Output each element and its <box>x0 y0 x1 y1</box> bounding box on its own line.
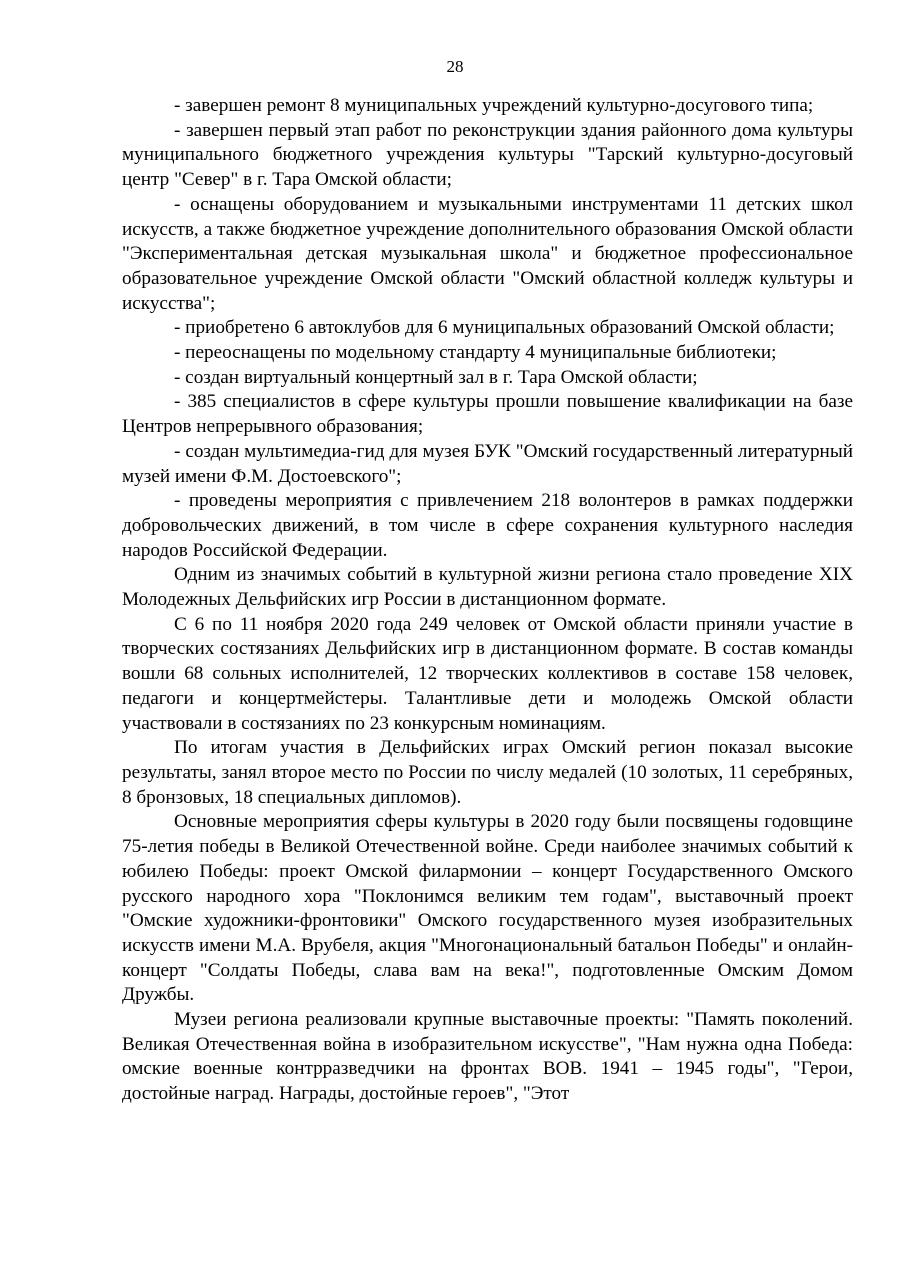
paragraph-10: Одним из значимых событий в культурной жизни региона стало проведение XIX Молодежных Дельфийских игр России в дистанционном формате. <box>122 564 853 611</box>
paragraph-14: Музеи региона реализовали крупные выставочные проекты: "Память поколений. Великая Отечественная война в изобразительном искусстве", "Нам нужна одна Победа: омские военные контрразведчики на фронтах ВОВ. 1941 – 1945 годы", "Герои, достойные наград. Награды, достойные героев", "Этот <box>122 1009 853 1105</box>
paragraph-13: Основные мероприятия сферы культуры в 2020 году были посвящены годовщине 75-летия победы в Великой Отечественной войне. Среди наиболее значимых событий к юбилею Победы: проект Омской филармонии – концерт Государственного Омского русского народного хора "Поклонимся великим тем годам", выставочный проект "Омские художники-фронтовики" Омского государственного музея изобразительных искусств имени М.А. Врубеля, акция "Многонациональный батальон Победы" и онлайн-концерт "Солдаты Победы, слава вам на века!", подготовленные Омским Домом Дружбы. <box>122 811 853 1006</box>
paragraph-9: - проведены мероприятия с привлечением 218 волонтеров в рамках поддержки добровольческих движений, в том числе в сфере сохранения культурного наследия народов Российской Федерации. <box>122 490 853 561</box>
paragraph-3: - оснащены оборудованием и музыкальными инструментами 11 детских школ искусств, а также бюджетное учреждение дополнительного образования Омской области "Экспериментальная детская музыкальная школа" и бюджетное профессиональное образовательное учреждение Омской области "Омский областной колледж культуры и искусства"; <box>122 193 853 314</box>
paragraph-2: - завершен первый этап работ по реконструкции здания районного дома культуры муниципального бюджетного учреждения культуры "Тарский культурно-досуговый центр "Север" в г. Тара Омской области; <box>122 119 853 191</box>
paragraph-12: По итогам участия в Дельфийских играх Омский регион показал высокие результаты, занял второе место по России по числу медалей (10 золотых, 11 серебряных, 8 бронзовых, 18 специальных дипломов). <box>122 737 853 808</box>
paragraph-7: - 385 специалистов в сфере культуры прошли повышение квалификации на базе Центров непрерывного образования; <box>122 391 853 438</box>
paragraph-4: - приобретено 6 автоклубов для 6 муниципальных образований Омской области; <box>174 317 835 339</box>
paragraph-11: С 6 по 11 ноября 2020 года 249 человек от Омской области приняли участие в творческих состязаниях Дельфийских игр в дистанционном формате. В состав команды вошли 68 сольных исполнителей, 12 творческих коллективов в составе 158 человек, педагоги и концертмейстеры. Талантливые дети и молодежь Омской области участвовали в состязаниях по 23 конкурсным номинациям. <box>122 613 853 734</box>
paragraph-1: - завершен ремонт 8 муниципальных учреждений культурно-досугового типа; <box>174 95 814 116</box>
paragraph-6: - создан виртуальный концертный зал в г. Тара Омской области; <box>174 366 698 388</box>
paragraph-5: - переоснащены по модельному стандарту 4 муниципальные библиотеки; <box>174 342 777 364</box>
page-number: 28 <box>446 57 464 76</box>
paragraph-8: - создан мультимедиа-гид для музея БУК "Омский государственный литературный музей имени Ф.М. Достоевского"; <box>122 440 853 487</box>
body-text <box>122 94 853 1107</box>
